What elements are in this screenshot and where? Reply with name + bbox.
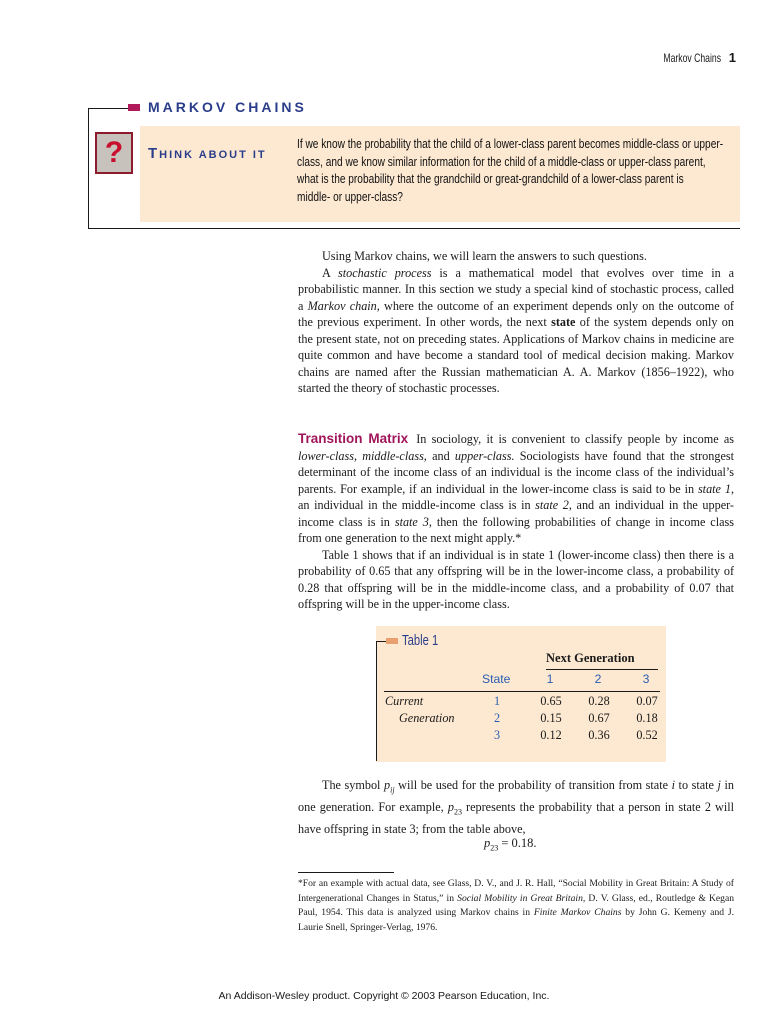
table-cell: 0.52 bbox=[636, 728, 658, 742]
symbol-text bbox=[298, 777, 734, 837]
symbol-paragraph bbox=[298, 777, 734, 837]
state-header: State bbox=[482, 672, 511, 686]
text-run: *For an example with actual data, see Glass, D. V., and J. R. Hall, “Social Mobility in Great Britain: A Study of Intergenerational Changes in Status,” in bbox=[298, 878, 734, 904]
symbol-j: j bbox=[717, 778, 721, 792]
next-generation-rule bbox=[546, 669, 658, 670]
symbol-subscript: 23 bbox=[453, 807, 462, 817]
book-title: Social Mobility in Great Britain, bbox=[457, 892, 586, 904]
table-bracket bbox=[376, 641, 377, 761]
symbol-i: i bbox=[671, 778, 675, 792]
table-cell: 0.28 bbox=[588, 694, 610, 708]
row-label-generation bbox=[399, 711, 455, 726]
question-mark-icon bbox=[95, 132, 133, 174]
text-run: and bbox=[426, 448, 455, 463]
think-box-border-bottom bbox=[88, 228, 740, 229]
question-mark-glyph: ? bbox=[104, 136, 124, 169]
text-run: is a mathematical model that evolves over time in a probabilistic manner. In this section we study a special kind of stochastic process, called a bbox=[298, 265, 734, 313]
section-title: MARKOV CHAINS bbox=[148, 99, 307, 115]
table-title bbox=[402, 632, 450, 649]
text-run: in one generation. For example, bbox=[298, 778, 734, 814]
footnote-rule bbox=[298, 872, 394, 873]
term-stochastic-process: stochastic process bbox=[338, 265, 432, 280]
state-cell: 3 bbox=[494, 728, 501, 742]
table-cell: 0.12 bbox=[540, 728, 562, 742]
equation-symbol: p bbox=[484, 836, 491, 850]
text-run: of the system depends only on the present state, not on preceding states. Applications of Markov chains in medicine are quite common and have become a standard tool of medical decision making. Markov chains are named after the Russian mathematician A. A. Markov (1856–1922), who started the theory of stochastic processes. bbox=[298, 315, 734, 395]
table-cell: 0.07 bbox=[636, 694, 658, 708]
think-label-rest: HINK ABOUT IT bbox=[159, 149, 267, 161]
equation-subscript: 23 bbox=[490, 843, 499, 853]
state-cell: 2 bbox=[494, 711, 501, 725]
next-generation-header: Next Generation bbox=[546, 651, 635, 665]
text-run: , then the following probabilities of change in income class from one generation to the next might apply.* bbox=[298, 514, 734, 545]
italic-run: state 1 bbox=[697, 481, 731, 496]
think-about-it-label bbox=[148, 145, 267, 162]
italic-run: lower-class, middle-class, bbox=[298, 448, 427, 463]
heading-marker bbox=[128, 104, 140, 111]
stochastic-paragraph bbox=[298, 265, 734, 397]
think-about-it-question bbox=[297, 135, 733, 205]
table-cell: 0.67 bbox=[588, 711, 610, 725]
row-label-current bbox=[385, 694, 423, 709]
question-line: If we know the probability that the child of a lower-class parent becomes middle-class or upper- bbox=[297, 136, 724, 151]
italic-run: upper-class. bbox=[454, 448, 515, 463]
page-number: 1 bbox=[728, 50, 736, 65]
term-markov-chain: Markov chain, bbox=[307, 298, 380, 313]
question-line: class, and we know similar information for the child of a middle-class or upper-class parent, bbox=[297, 153, 706, 169]
table-explanation-paragraph: Table 1 shows that if an individual is in state 1 (lower-income class) then there is a probability of 0.65 that any offspring will be in the lower-income class, a probability of 0.28 that offspring will be in the middle-income class, and a probability of 0.07 that offspring will be in the upper-income class. bbox=[298, 547, 734, 611]
text-run: , and an individual in the upper-income class is in bbox=[298, 498, 734, 529]
text-run: In sociology, it is convenient to classify people by income as bbox=[416, 432, 734, 446]
text-run: will be used for the probability of transition from state bbox=[394, 778, 672, 792]
column-header: 1 bbox=[546, 672, 554, 686]
text-run: by John G. Kemeny and J. Laurie Snell, Springer-Verlag, 1976. bbox=[298, 907, 734, 933]
row-label-text: Generation bbox=[399, 711, 455, 725]
table-cell: 0.65 bbox=[540, 694, 562, 708]
italic-run: state 3 bbox=[394, 514, 429, 529]
state-cell: 1 bbox=[494, 694, 501, 708]
transition-matrix-heading: Transition Matrix bbox=[298, 431, 409, 446]
text-run: D. V. Glass, ed., Routledge & Kegan Paul, 1954. This data is analyzed using Markov chains in bbox=[298, 892, 734, 918]
table-cell: 0.18 bbox=[636, 711, 658, 725]
row-label-text: Current bbox=[385, 694, 424, 708]
symbol-p: p bbox=[384, 778, 391, 792]
text-run: to state bbox=[674, 778, 718, 792]
transition-paragraph bbox=[298, 431, 734, 547]
column-header: 2 bbox=[594, 672, 602, 686]
table-cell: 0.15 bbox=[540, 711, 562, 725]
question-line: middle- or upper-class? bbox=[297, 188, 403, 204]
text-run: The symbol bbox=[322, 778, 385, 792]
intro-paragraph: Using Markov chains, we will learn the answers to such questions. bbox=[322, 249, 647, 263]
copyright-notice: An Addison-Wesley product. Copyright © 2003 Pearson Education, Inc. bbox=[218, 990, 550, 1002]
table-marker bbox=[386, 638, 398, 644]
table-rule bbox=[384, 691, 660, 692]
table-bracket-tick bbox=[376, 641, 386, 642]
running-header bbox=[0, 50, 736, 65]
text-run: , an individual in the middle-income class is in bbox=[298, 481, 734, 512]
term-state: state bbox=[551, 315, 576, 329]
heading-rule bbox=[88, 108, 128, 109]
symbol-p: p bbox=[447, 799, 454, 814]
text-run: A bbox=[322, 265, 339, 280]
italic-run: state 2 bbox=[535, 498, 569, 512]
intro-section bbox=[298, 248, 734, 397]
think-box-border-left bbox=[88, 108, 89, 229]
table-title-text: Table 1 bbox=[402, 632, 439, 649]
table-cell: 0.36 bbox=[588, 728, 610, 742]
symbol-subscript: ij bbox=[390, 785, 395, 795]
text-run: Sociologists have found that the strongest determinant of the income class of an individual is the income class of the individual’s parents. For example, if an individual in the lower-income class is said to be in bbox=[298, 448, 734, 496]
equation-value: = 0.18. bbox=[498, 836, 537, 850]
running-title: Markov Chains bbox=[663, 51, 721, 65]
transition-matrix-section bbox=[298, 431, 734, 613]
text-run: represents the probability that a person in state 2 will have offspring in state 3; from the table above, bbox=[298, 799, 734, 836]
footnote bbox=[298, 877, 734, 935]
question-line: what is the probability that the grandchild or great-grandchild of a lower-class parent is bbox=[297, 171, 684, 186]
text-run: where the outcome of an experiment depends only on the outcome of the previous experiment. In other words, the next bbox=[298, 298, 734, 329]
equation bbox=[484, 836, 537, 853]
book-title: Finite Markov Chains bbox=[533, 907, 622, 918]
column-header: 3 bbox=[642, 672, 650, 686]
think-label-initial: T bbox=[148, 145, 160, 162]
